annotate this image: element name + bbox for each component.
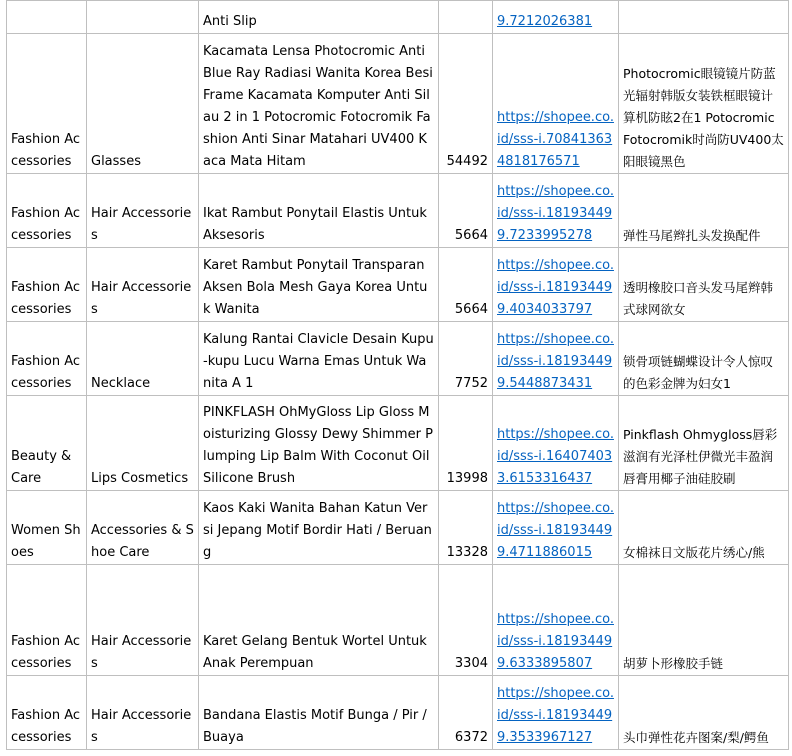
link-cell bbox=[493, 34, 619, 174]
product-table bbox=[6, 0, 789, 750]
subcategory-cell: Hair Accessories bbox=[87, 676, 199, 750]
category-cell: Fashion Accessories bbox=[7, 322, 87, 396]
chinese-name-cell bbox=[619, 1, 789, 34]
product-link[interactable]: https://shopee.co.id/sss-i.164074033.6153316437 bbox=[497, 427, 614, 486]
sales-cell: 13998 bbox=[439, 396, 493, 491]
chinese-name-cell: 胡萝卜形橡胶手链 bbox=[619, 565, 789, 676]
table-row bbox=[7, 174, 789, 248]
sales-cell: 54492 bbox=[439, 34, 493, 174]
subcategory-cell: Hair Accessories bbox=[87, 174, 199, 248]
category-cell: Beauty & Care bbox=[7, 396, 87, 491]
table-row bbox=[7, 1, 789, 34]
sales-cell: 6372 bbox=[439, 676, 493, 750]
product-name-cell: Kaos Kaki Wanita Bahan Katun Versi Jepang Motif Bordir Hati / Beruang bbox=[199, 491, 439, 565]
product-name-cell: Bandana Elastis Motif Bunga / Pir / Buaya bbox=[199, 676, 439, 750]
link-cell bbox=[493, 248, 619, 322]
table-row bbox=[7, 34, 789, 174]
subcategory-cell: Hair Accessories bbox=[87, 248, 199, 322]
product-name-cell: Anti Slip bbox=[199, 1, 439, 34]
product-link[interactable]: 9.7212026381 bbox=[497, 14, 593, 29]
category-cell: Fashion Accessories bbox=[7, 174, 87, 248]
product-name-cell: Ikat Rambut Ponytail Elastis Untuk Aksesoris bbox=[199, 174, 439, 248]
product-link[interactable]: https://shopee.co.id/sss-i.181934499.4034033797 bbox=[497, 258, 614, 317]
chinese-name-cell: Photocromic眼镜镜片防蓝光辐射韩版女装铁框眼镜计算机防眩2在1 Potocromic Fotocromik时尚防UV400太阳眼镜黑色 bbox=[619, 34, 789, 174]
sales-cell bbox=[439, 1, 493, 34]
link-cell bbox=[493, 396, 619, 491]
chinese-name-cell: 锁骨项链蝴蝶设计令人惊叹的色彩金牌为妇女1 bbox=[619, 322, 789, 396]
category-cell: Fashion Accessories bbox=[7, 248, 87, 322]
link-cell bbox=[493, 491, 619, 565]
product-name-cell: PINKFLASH OhMyGloss Lip Gloss Moisturizing Glossy Dewy Shimmer Plumping Lip Balm With Coconut Oil Silicone Brush bbox=[199, 396, 439, 491]
chinese-name-cell: Pinkflash Ohmygloss唇彩滋润有光泽杜伊微光丰盈润唇膏用椰子油硅胶刷 bbox=[619, 396, 789, 491]
sales-cell: 13328 bbox=[439, 491, 493, 565]
product-link[interactable]: https://shopee.co.id/sss-i.181934499.4711886015 bbox=[497, 501, 614, 560]
table-row bbox=[7, 491, 789, 565]
product-name-cell: Kalung Rantai Clavicle Desain Kupu-kupu Lucu Warna Emas Untuk Wanita A 1 bbox=[199, 322, 439, 396]
subcategory-cell bbox=[87, 1, 199, 34]
table-row bbox=[7, 396, 789, 491]
product-name-cell: Karet Rambut Ponytail Transparan Aksen Bola Mesh Gaya Korea Untuk Wanita bbox=[199, 248, 439, 322]
link-cell bbox=[493, 174, 619, 248]
product-link[interactable]: https://shopee.co.id/sss-i.181934499.6333895807 bbox=[497, 612, 614, 671]
chinese-name-cell: 女棉袜日文版花片绣心/熊 bbox=[619, 491, 789, 565]
category-cell bbox=[7, 1, 87, 34]
chinese-name-cell: 弹性马尾辫扎头发换配件 bbox=[619, 174, 789, 248]
subcategory-cell: Hair Accessories bbox=[87, 565, 199, 676]
table-row bbox=[7, 676, 789, 750]
product-link[interactable]: https://shopee.co.id/sss-i.181934499.3533967127 bbox=[497, 686, 614, 745]
category-cell: Fashion Accessories bbox=[7, 565, 87, 676]
chinese-name-cell: 头巾弹性花卉图案/梨/鳄鱼 bbox=[619, 676, 789, 750]
link-cell bbox=[493, 565, 619, 676]
subcategory-cell: Glasses bbox=[87, 34, 199, 174]
sales-cell: 7752 bbox=[439, 322, 493, 396]
sales-cell: 5664 bbox=[439, 174, 493, 248]
subcategory-cell: Necklace bbox=[87, 322, 199, 396]
sales-cell: 5664 bbox=[439, 248, 493, 322]
product-link[interactable]: https://shopee.co.id/sss-i.181934499.5448873431 bbox=[497, 332, 614, 391]
product-link[interactable]: https://shopee.co.id/sss-i.181934499.7233995278 bbox=[497, 184, 614, 243]
product-link[interactable]: https://shopee.co.id/sss-i.708413634818176571 bbox=[497, 110, 614, 169]
link-cell bbox=[493, 322, 619, 396]
category-cell: Fashion Accessories bbox=[7, 34, 87, 174]
chinese-name-cell: 透明橡胶口音头发马尾辫韩式球网欲女 bbox=[619, 248, 789, 322]
link-cell bbox=[493, 676, 619, 750]
table-row bbox=[7, 565, 789, 676]
product-name-cell: Kacamata Lensa Photocromic Anti Blue Ray Radiasi Wanita Korea Besi Frame Kacamata Komputer Anti Silau 2 in 1 Potocromic Fotocromik Fashion Anti Sinar Matahari UV400 Kaca Mata Hitam bbox=[199, 34, 439, 174]
subcategory-cell: Accessories & Shoe Care bbox=[87, 491, 199, 565]
category-cell: Women Shoes bbox=[7, 491, 87, 565]
category-cell: Fashion Accessories bbox=[7, 676, 87, 750]
product-table-body bbox=[7, 1, 789, 750]
sales-cell: 3304 bbox=[439, 565, 493, 676]
link-cell bbox=[493, 1, 619, 34]
table-row bbox=[7, 248, 789, 322]
table-row bbox=[7, 322, 789, 396]
product-name-cell: Karet Gelang Bentuk Wortel Untuk Anak Perempuan bbox=[199, 565, 439, 676]
subcategory-cell: Lips Cosmetics bbox=[87, 396, 199, 491]
